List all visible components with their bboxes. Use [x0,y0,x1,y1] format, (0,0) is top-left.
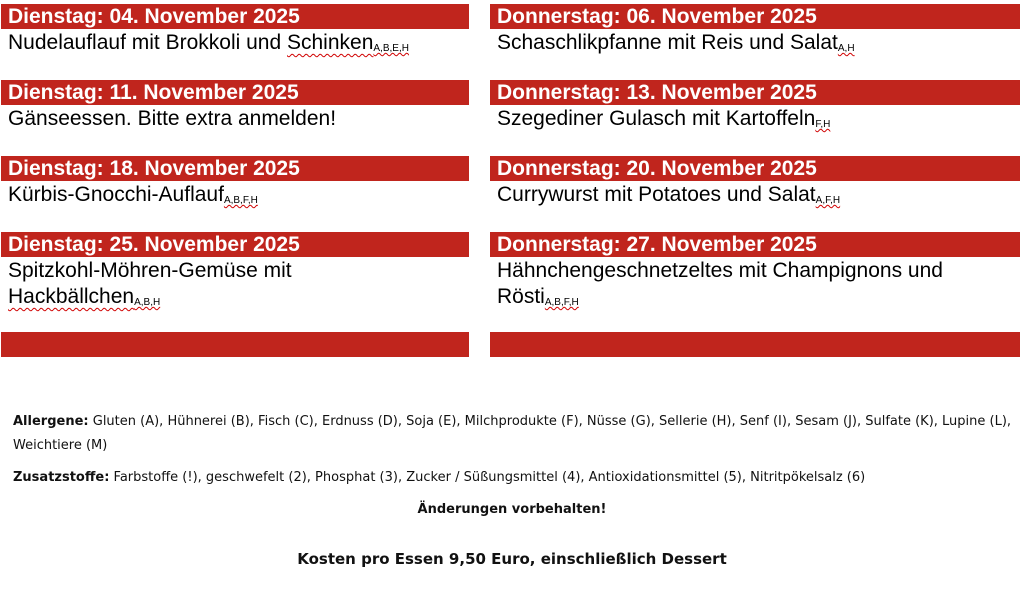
dish-text: Hähnchengeschnetzeltes mit Champignons und [497,259,943,282]
additives-line [13,466,1013,490]
dish-text-marked: Schinken [287,31,374,54]
menu-entry [1,4,469,80]
menu-dish [490,105,1020,138]
dish-text: Currywurst mit Potatoes und [497,183,762,206]
dish-text: Schaschlikpfanne mit Reis und [497,31,785,54]
price-text: Kosten pro Essen 9,50 Euro, einschließlich Dessert [297,550,727,568]
divider-bar [490,332,1020,357]
divider-bar [1,332,469,357]
menu-entry [1,156,469,232]
menu-date-header: Dienstag: 18. November 2025 [1,156,469,181]
menu-dish [490,257,1020,316]
dish-text: Szegediner Gulasch mit [497,107,720,130]
menu-entry [1,80,469,156]
additives-text: Farbstoffe (!), geschwefelt (2), Phosphat (3), Zucker / Süßungsmittel (4), Antioxidationsmittel (5), Nitritpökelsalz (6) [113,470,866,485]
dish-text-marked: Salat [767,183,816,206]
menu-date-header: Dienstag: 25. November 2025 [1,232,469,257]
menu-dish [1,257,469,316]
additives-label: Zusatzstoffe: [13,470,110,485]
dish-text-marked: Rösti [497,285,545,308]
menu-date-header: Dienstag: 11. November 2025 [1,80,469,105]
dish-text-marked: Salat [790,31,838,54]
menu-entry [490,156,1020,232]
dish-text-marked: Kürbis-Gnocchi-Auflauf [8,183,224,206]
allergens-label: Allergene: [13,414,89,429]
notice-text: Änderungen vorbehalten! [417,502,607,517]
menu-dish [1,29,469,62]
allergens-line [13,410,1013,458]
allergen-codes: A,B,H [134,297,161,308]
menu-dish [490,181,1020,214]
allergen-codes: A,H [837,43,855,54]
menu-date-header: Donnerstag: 13. November 2025 [490,80,1020,105]
menu-date-header: Donnerstag: 20. November 2025 [490,156,1020,181]
allergen-info [13,410,1013,498]
menu-entry [490,80,1020,156]
allergen-codes: A,B,F,H [544,297,579,308]
menu-dish [1,105,469,132]
menu-date-header: Dienstag: 04. November 2025 [1,4,469,29]
dish-text: Nudelauflauf mit Brokkoli und [8,31,282,54]
dish-text: Gänseessen. Bitte extra anmelden! [8,107,337,130]
allergens-text: Gluten (A), Hühnerei (B), Fisch (C), Erdnuss (D), Soja (E), Milchprodukte (F), Nüsse (G), Sellerie (H), Senf (I), Sesam (J), Sulfate (K), Lupine (L), Weichtiere (M) [13,414,1012,453]
allergen-codes: A,B,F,H [223,195,258,206]
dish-text-marked: Hackbällchen [8,285,135,308]
dish-text-marked: Kartoffeln [725,107,816,130]
dish-text: Spitzkohl-Möhren-Gemüse mit [8,259,292,282]
menu-entry [490,4,1020,80]
allergen-codes: A,B,E,H [373,43,409,54]
menu-date-header: Donnerstag: 27. November 2025 [490,232,1020,257]
right-menu-column [490,4,1020,357]
menu-dish [490,29,1020,62]
menu-date-header: Donnerstag: 06. November 2025 [490,4,1020,29]
left-menu-column [1,4,469,357]
menu-entry [1,232,469,332]
allergen-codes: A,F,H [815,195,841,206]
menu-dish [1,181,469,214]
allergen-codes: F,H [815,119,831,130]
menu-entry [490,232,1020,332]
